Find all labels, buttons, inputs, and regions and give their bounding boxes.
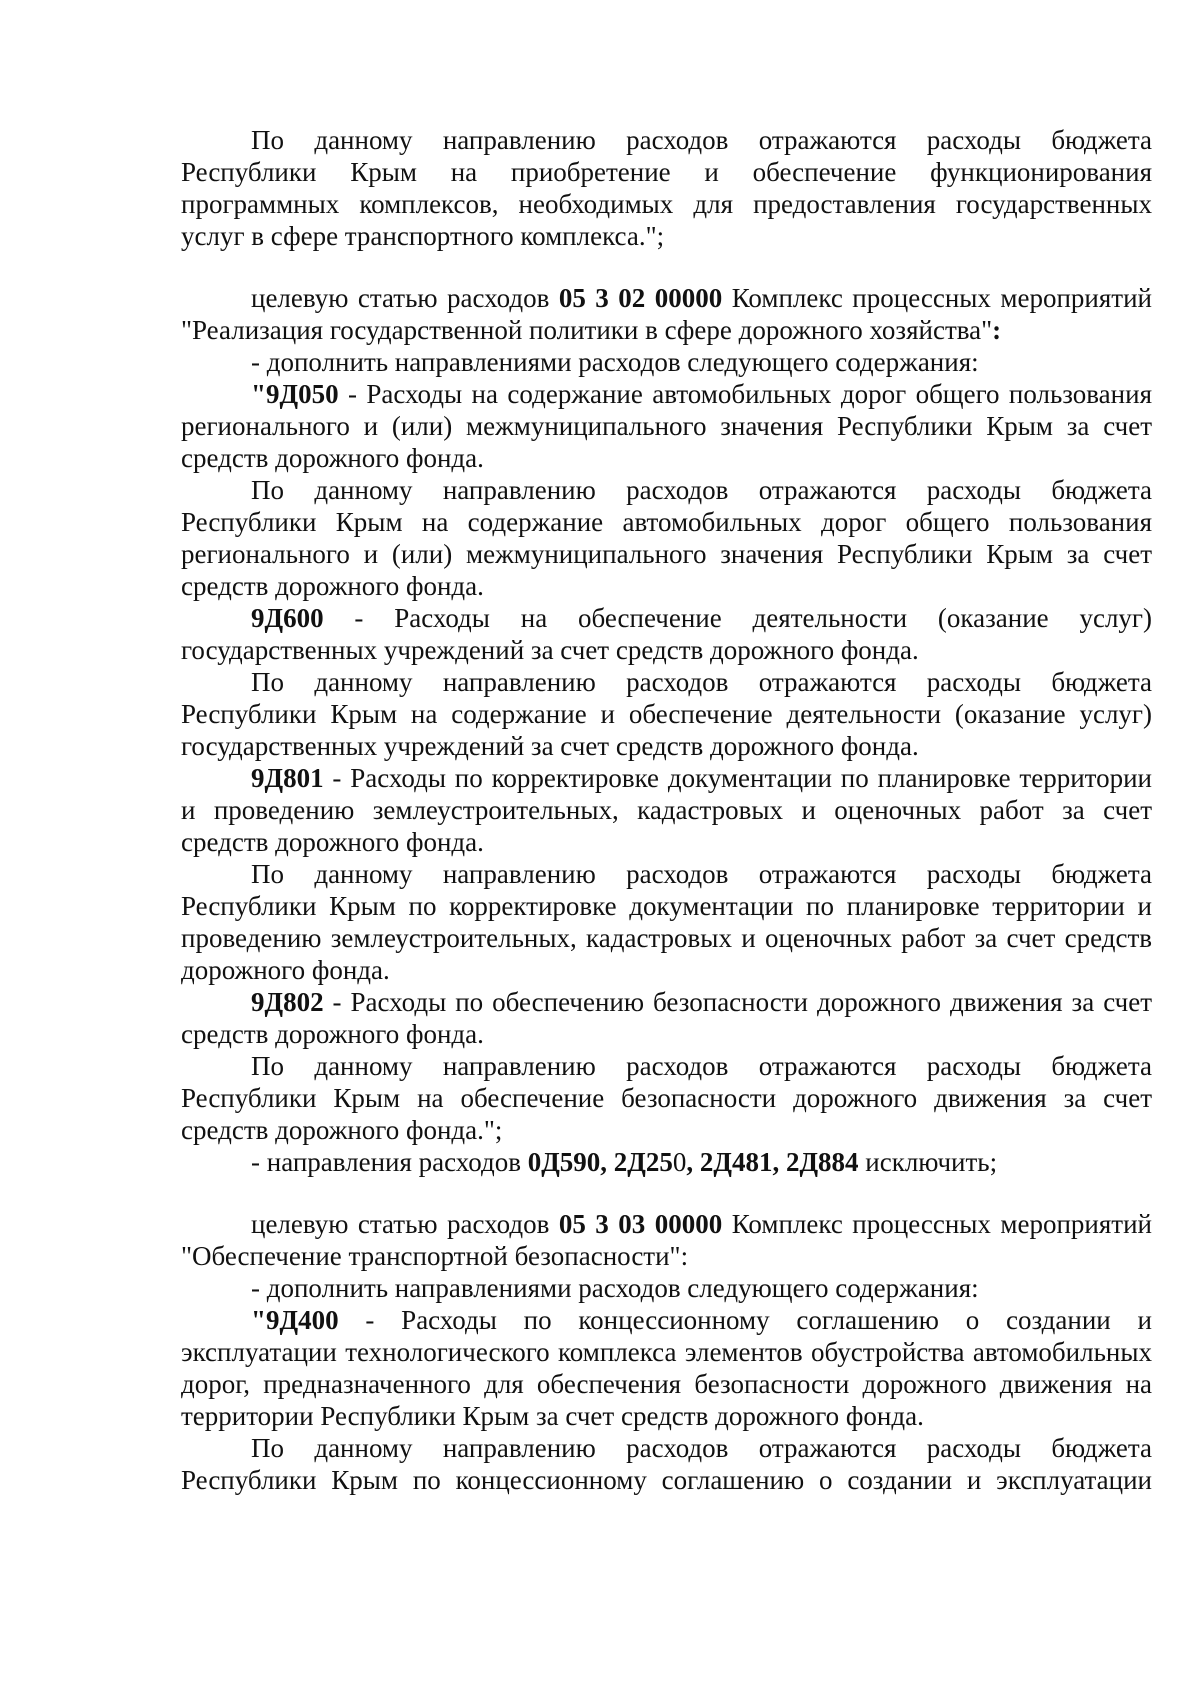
budget-code: "9Д050 bbox=[251, 379, 339, 409]
paragraph-9d050 bbox=[181, 378, 1152, 474]
paragraph-text: - дополнить направлениями расходов следующего содержания: bbox=[251, 347, 979, 377]
paragraph-text: По данному направлению расходов отражаются расходы бюджета Республики Крым на обеспечение безопасности дорожного движения за счет средств дорожного фонда."; bbox=[181, 1051, 1152, 1145]
budget-code: 2Д481 bbox=[699, 1147, 773, 1177]
paragraph-9d802 bbox=[181, 986, 1152, 1050]
paragraph-add-directions-2 bbox=[181, 1272, 1152, 1304]
paragraph-text: - направления расходов bbox=[251, 1147, 528, 1177]
paragraph-p1 bbox=[181, 124, 1152, 252]
paragraph-gap bbox=[181, 1178, 1152, 1208]
paragraph-9d600-description bbox=[181, 666, 1152, 762]
paragraph-text: - Расходы на содержание автомобильных дорог общего пользования регионального и (или) межмуниципального значения Республики Крым за счет средств дорожного фонда. bbox=[181, 379, 1152, 473]
bold-separator: , bbox=[686, 1147, 700, 1177]
budget-code: 9Д802 bbox=[251, 987, 324, 1017]
budget-code: 2Д884 bbox=[785, 1147, 859, 1177]
document-page bbox=[181, 124, 1152, 1496]
paragraph-9d400-description bbox=[181, 1432, 1152, 1496]
paragraph-text: - Расходы по корректировке документации по планировке территории и проведению землеустроительных, кадастровых и оценочных работ за счет средств дорожного фонда. bbox=[181, 763, 1152, 857]
budget-code: 05 3 03 00000 bbox=[558, 1209, 723, 1239]
paragraph-text: Комплекс процессных мероприятий "Обеспечение транспортной безопасности": bbox=[181, 1209, 1152, 1271]
paragraph-text: - дополнить направлениями расходов следующего содержания: bbox=[251, 1273, 979, 1303]
paragraph-9d050-description bbox=[181, 474, 1152, 602]
paragraph-text: исключить; bbox=[858, 1147, 998, 1177]
bold-colon: : bbox=[992, 315, 1002, 345]
paragraph-text: целевую статью расходов bbox=[251, 1209, 559, 1239]
paragraph-9d600 bbox=[181, 602, 1152, 666]
paragraph-text: По данному направлению расходов отражаются расходы бюджета Республики Крым по концессионному соглашению о создании и эксплуатации bbox=[181, 1433, 1152, 1495]
budget-code: 9Д801 bbox=[251, 763, 324, 793]
bold-separator: , bbox=[772, 1147, 786, 1177]
budget-code: "9Д400 bbox=[251, 1305, 339, 1335]
paragraph-text: - Расходы по концессионному соглашению о создании и эксплуатации технологического комплекса элементов обустройства автомобильных дорог, предназначенного для обеспечения безопасности дорожного движения на территории Республики Крым за счет средств дорожного фонда. bbox=[181, 1305, 1152, 1431]
budget-code: 9Д600 bbox=[251, 603, 324, 633]
paragraph-text: Комплекс процессных мероприятий "Реализация государственной политики в сфере дорожного хозяйства" bbox=[181, 283, 1152, 345]
paragraph-text: По данному направлению расходов отражаются расходы бюджета Республики Крым на содержание автомобильных дорог общего пользования регионального и (или) межмуниципального значения Республики Крым за счет средств дорожного фонда. bbox=[181, 475, 1152, 601]
paragraph-9d802-description bbox=[181, 1050, 1152, 1146]
paragraph-target-article-05303 bbox=[181, 1208, 1152, 1272]
paragraph-exclude-directions bbox=[181, 1146, 1152, 1178]
paragraph-target-article-05302 bbox=[181, 282, 1152, 346]
budget-code-tail: 0 bbox=[672, 1147, 687, 1177]
paragraph-text: По данному направлению расходов отражаются расходы бюджета Республики Крым на приобретение и обеспечение функционирования программных комплексов, необходимых для предоставления государственных услуг в сфере транспортного комплекса."; bbox=[181, 125, 1152, 251]
bold-separator: , bbox=[600, 1147, 614, 1177]
paragraph-9d801 bbox=[181, 762, 1152, 858]
paragraph-9d400 bbox=[181, 1304, 1152, 1432]
paragraph-text: целевую статью расходов bbox=[251, 283, 559, 313]
paragraph-text: - Расходы по обеспечению безопасности дорожного движения за счет средств дорожного фонда. bbox=[181, 987, 1152, 1049]
budget-code: 05 3 02 00000 bbox=[558, 283, 723, 313]
budget-code: 2Д25 bbox=[613, 1147, 673, 1177]
paragraph-text: - Расходы на обеспечение деятельности (оказание услуг) государственных учреждений за счет средств дорожного фонда. bbox=[181, 603, 1152, 665]
paragraph-add-directions bbox=[181, 346, 1152, 378]
paragraph-text: По данному направлению расходов отражаются расходы бюджета Республики Крым на содержание и обеспечение деятельности (оказание услуг) государственных учреждений за счет средств дорожного фонда. bbox=[181, 667, 1152, 761]
paragraph-gap bbox=[181, 252, 1152, 282]
paragraph-9d801-description bbox=[181, 858, 1152, 986]
paragraph-text: По данному направлению расходов отражаются расходы бюджета Республики Крым по корректировке документации по планировке территории и проведению землеустроительных, кадастровых и оценочных работ за счет средств дорожного фонда. bbox=[181, 859, 1152, 985]
budget-code: 0Д590 bbox=[527, 1147, 601, 1177]
